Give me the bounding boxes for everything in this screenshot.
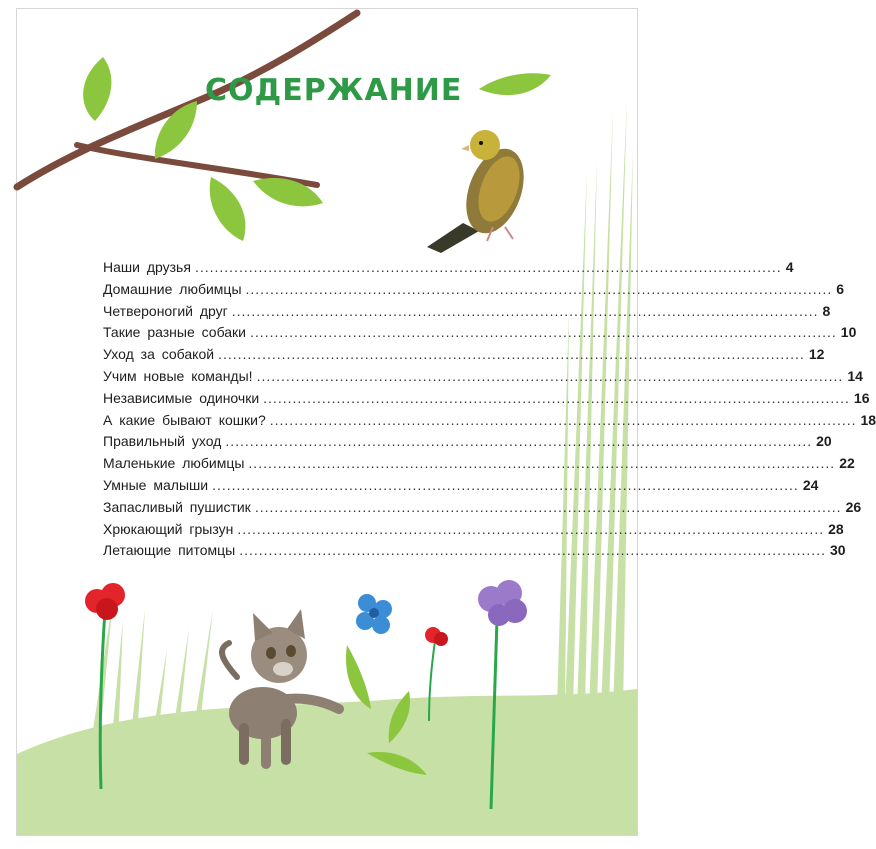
- toc-dot-leader: ........................................................................................................................: [254, 498, 842, 515]
- toc-dot-leader: ........................................................................................................................: [237, 520, 825, 537]
- toc-dot-leader: ........................................................................................................................: [269, 411, 857, 428]
- toc-dot-leader: ........................................................................................................................: [256, 367, 844, 384]
- toc-entry-page: 18: [860, 411, 876, 428]
- toc-dot-leader: ........................................................................................................................: [239, 542, 826, 559]
- toc-entry[interactable]: [103, 259, 794, 281]
- toc-entry-title: Летающие питомцы: [103, 542, 236, 559]
- toc-entry-page: 4: [785, 259, 794, 275]
- toc-entry[interactable]: [103, 302, 831, 325]
- toc-dot-leader: ........................................................................................................................: [218, 346, 805, 363]
- toc-dot-leader: ........................................................................................................................: [231, 302, 819, 319]
- toc-entry-title: Маленькие любимцы: [103, 455, 245, 472]
- toc-dot-leader: ........................................................................................................................: [263, 389, 850, 406]
- toc-entry[interactable]: [103, 389, 870, 412]
- toc-entry-page: 8: [822, 302, 831, 319]
- toc-entry-page: 24: [802, 476, 819, 493]
- toc-dot-leader: ........................................................................................................................: [250, 324, 837, 341]
- toc-entry-title: Четвероногий друг: [103, 302, 228, 319]
- toc-entry-title: Хрюкающий грызун: [103, 520, 234, 537]
- toc-entry-page: 16: [853, 389, 870, 406]
- toc-entry-title: Наши друзья: [103, 259, 191, 275]
- toc-dot-leader: ........................................................................................................................: [248, 455, 836, 472]
- cornflower: [356, 594, 392, 634]
- toc-entry-title: Запасливый пушистик: [103, 498, 251, 515]
- toc-entry-title: Домашние любимцы: [103, 280, 242, 297]
- canary-bird: [427, 130, 534, 253]
- book-page: [16, 8, 876, 836]
- page-title: СОДЕРЖАНИЕ: [205, 73, 463, 108]
- toc-entry[interactable]: [103, 367, 863, 390]
- toc-entry-page: 26: [845, 498, 862, 515]
- toc-entry[interactable]: [103, 542, 846, 564]
- toc-dot-leader: ........................................................................................................................: [212, 476, 799, 493]
- toc-entry-title: Умные малыши: [103, 476, 209, 493]
- toc-entry[interactable]: [103, 498, 862, 521]
- toc-entry[interactable]: [103, 324, 857, 346]
- toc-entry-page: 20: [816, 433, 832, 450]
- toc-entry[interactable]: [103, 280, 845, 303]
- toc-dot-leader: ........................................................................................................................: [194, 259, 782, 275]
- toc-entry-title: Независимые одиночки: [103, 389, 260, 406]
- toc-dot-leader: ........................................................................................................................: [245, 280, 833, 297]
- toc-entry[interactable]: [103, 476, 819, 499]
- toc-entry[interactable]: [103, 346, 825, 368]
- grass-hill: [17, 689, 637, 835]
- toc-entry-page: 6: [836, 280, 845, 297]
- toc-dot-leader: ........................................................................................................................: [225, 433, 813, 450]
- toc-entry-page: 28: [828, 520, 844, 537]
- toc-entry-page: 14: [847, 367, 863, 384]
- toc-entry[interactable]: [103, 433, 832, 455]
- toc-entry-title: Учим новые команды!: [103, 367, 253, 384]
- toc-entry-page: 12: [808, 346, 825, 363]
- toc-entry-page: 10: [840, 324, 857, 341]
- toc-entry[interactable]: [103, 411, 876, 434]
- toc-entry-title: А какие бывают кошки?: [103, 411, 266, 428]
- table-of-contents: [103, 259, 876, 564]
- toc-entry-page: 22: [839, 455, 855, 472]
- toc-entry-title: Уход за собакой: [103, 346, 215, 363]
- toc-entry-title: Такие разные собаки: [103, 324, 247, 341]
- toc-entry[interactable]: [103, 455, 855, 477]
- toc-entry-title: Правильный уход: [103, 433, 222, 450]
- toc-entry-page: 30: [829, 542, 846, 559]
- toc-entry[interactable]: [103, 520, 844, 543]
